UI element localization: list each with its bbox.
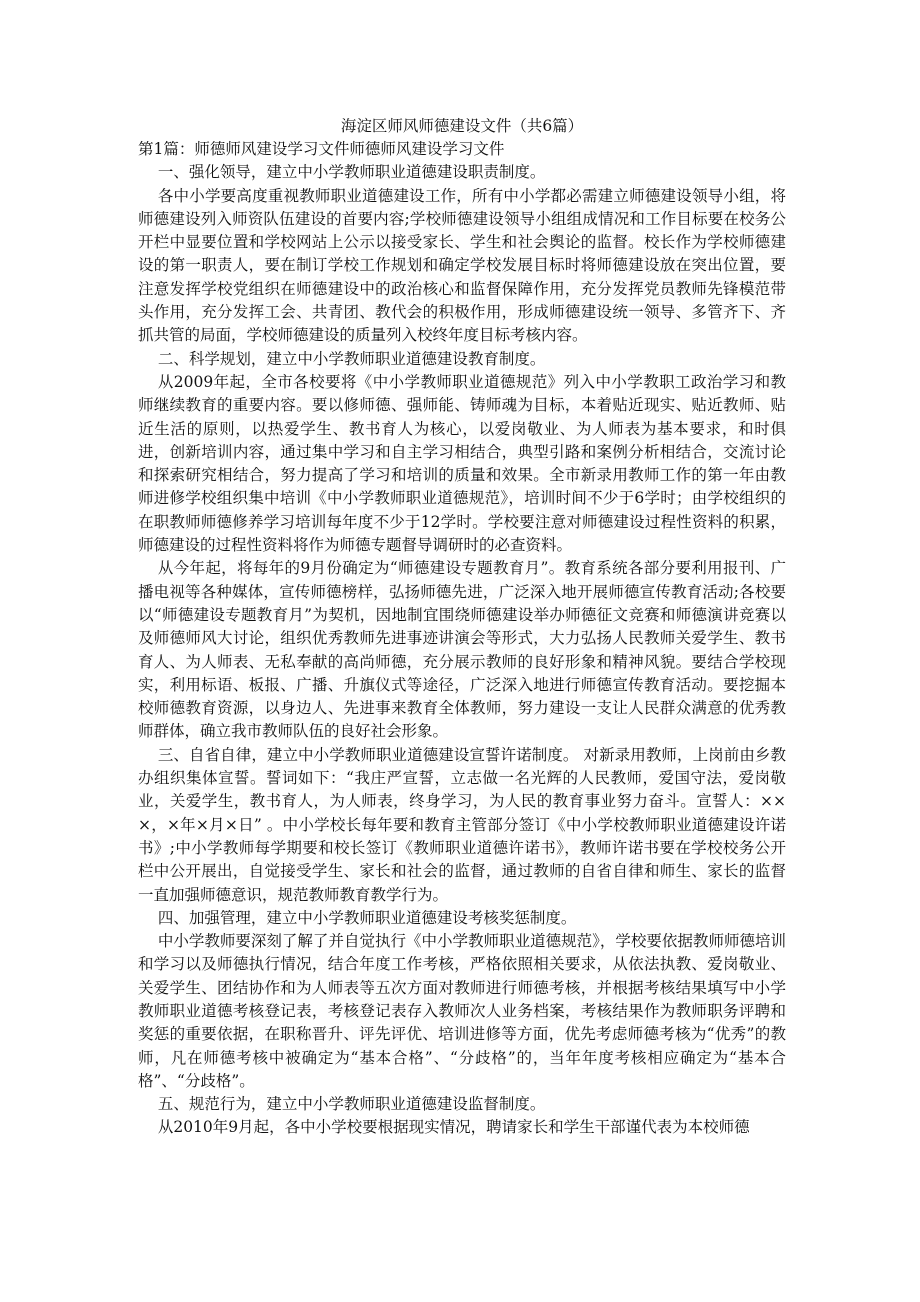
body-paragraph: 各中小学要高度重视教师职业道德建设工作，所有中小学都必需建立师德建设领导小组，将师德建设列入师资队伍建设的首要内容;学校师德建设领导小组组成情况和工作目标要在校务公开栏中显要位置和学校网站上公示以接受家长、学生和社会舆论的监督。校长作为学校师德建设的第一职责人，要在制订学校工作规划和确定学校发展目标时将师德建设放在突出位置，要注意发挥学校党组织在师德建设中的政治核心和监督保障作用，充分发挥党员教师先锋模范带头作用，充分发挥工会、共青团、教代会的积极作用，形成师德建设统一领导、多管齐下、齐抓共管的局面，学校师德建设的质量列入校终年度目标考核内容。 — [138, 186, 786, 345]
section-heading-4: 四、加强管理，建立中小学教师职业道德建设考核奖惩制度。 — [157, 908, 577, 927]
body-paragraph: 从2010年9月起，各中小学校要根据现实情况，聘请家长和学生干部谨代表为本校师德 — [157, 1118, 750, 1137]
document-page — [138, 116, 786, 1140]
body-paragraph: 从今年起，将每年的9月份确定为“师德建设专题教育月”。教育系统各部分要利用报刊、广播电视等各种媒体，宣传师德榜样，弘扬师德先进，广泛深入地开展师德宣传教育活动;各校要以“师德建设专题教育月”为契机，因地制宜围绕师德建设举办师德征文竞赛和师德演讲竞赛以及师德师风大讨论，组织优秀教师先进事迹讲演会等形式，大力弘扬人民教师关爱学生、教书育人、为人师表、无私奉献的高尚师德，充分展示教师的良好形象和精神风貌。要结合学校现实，利用标语、板报、广播、升旗仪式等途径，广泛深入地进行师德宣传教育活动。要挖掘本校师德教育资源，以身边人、先进事来教育全体教师，努力建设一支让人民群众满意的优秀教师群体，确立我市教师队伍的良好社会形象。 — [138, 559, 786, 741]
document-title: 海淀区师风师德建设文件（共6篇） — [340, 117, 584, 135]
body-paragraph: 从2009年起，全市各校要将《中小学教师职业道德规范》列入中小学教职工政治学习和教师继续教育的重要内容。要以修师德、强师能、铸师魂为目标，本着贴近现实、贴近教师、贴近生活的原则，以热爱学生、教书育人为核心，以爱岗敬业、为人师表为基本要求，和时俱进，创新培训内容，通过集中学习和自主学习相结合，典型引路和案例分析相结合，交流讨论和探索研究相结合，努力提高了学习和培训的质量和效果。全市新录用教师工作的第一年由教师进修学校组织集中培训《中小学教师职业道德规范》，培训时间不少于6学时；由学校组织的在职教师师德修养学习培训每年度不少于12学时。学校要注意对师德建设过程性资料的积累，师德建设的过程性资料将作为师德专题督导调研时的必查资料。 — [138, 372, 786, 555]
chapter-heading: 第1篇：师德师风建设学习文件师德师风建设学习文件 — [138, 140, 505, 158]
body-paragraph: 中小学教师要深刻了解了并自觉执行《中小学教师职业道德规范》，学校要依据教师师德培训和学习以及师德执行情况，结合年度工作考核，严格依照相关要求，从依法执教、爱岗敬业、关爱学生、团结协作和为人师表等五次方面对教师进行师德考核，并根据考核结果填写中小学教师职业道德考核登记表，考核登记表存入教师次人业务档案，考核结果作为教师职务评聘和奖惩的重要依据，在职称晋升、评先评优、培训进修等方面，优先考虑师德考核为“优秀”的教师，凡在师德考核中被确定为“基本合格”、“分歧格”的，当年年度考核相应确定为“基本合格”、“分歧格”。 — [138, 932, 786, 1090]
body-paragraph: 三、自省自律，建立中小学教师职业道德建设宣誓许诺制度。 对新录用教师，上岗前由乡教办组织集体宣誓。誓词如下：“我庄严宣誓，立志做一名光辉的人民教师，爱国守法，爱岗敬业，关爱学生，教书育人，为人师表，终身学习，为人民的教育事业努力奋斗。宣誓人：×××，×年×月×日” 。中小学校长每年要和教育主管部分签订《中小学校教师职业道德建设许诺书》;中小学教师每学期要和校长签订《教师职业道德许诺书》，教师许诺书要在学校校务公开栏中公开展出，自觉接受学生、家长和社会的监督，通过教师的自省自律和师生、家长的监督一直加强师德意识，规范教师教育教学行为。 — [138, 745, 786, 904]
section-heading-1: 一、强化领导，建立中小学教师职业道德建设职责制度。 — [157, 163, 546, 182]
section-heading-2: 二、科学规划，建立中小学教师职业道德建设教育制度。 — [157, 349, 546, 368]
section-heading-5: 五、规范行为，建立中小学教师职业道德建设监督制度。 — [157, 1095, 546, 1114]
